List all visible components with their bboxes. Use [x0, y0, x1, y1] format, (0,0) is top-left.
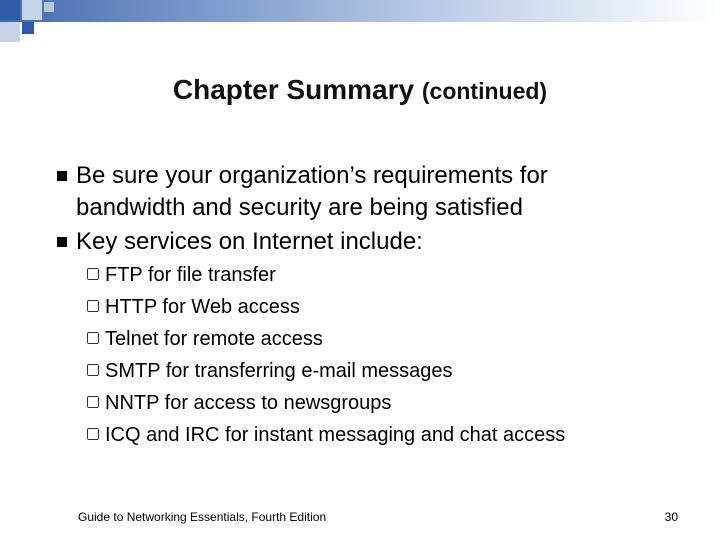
square-bullet-icon [57, 237, 67, 247]
page-number: 30 [664, 510, 678, 524]
square-bullet-icon [57, 171, 67, 181]
sub-bullet-item [87, 388, 391, 418]
hollow-square-bullet-icon [87, 300, 99, 312]
sub-bullet-text: Telnet for remote access [105, 328, 323, 350]
sub-bullet-text: ICQ and IRC for instant messaging and chat access [105, 424, 566, 446]
sub-bullet-item [87, 324, 323, 354]
hollow-square-bullet-icon [87, 364, 99, 376]
sub-bullet-item [87, 356, 453, 386]
sub-bullet-item [87, 292, 300, 322]
sub-bullet-item [87, 260, 276, 290]
title-suffix: (continued) [421, 78, 548, 104]
footer-book-title: Guide to Networking Essentials, Fourth Edition [78, 510, 327, 524]
sub-bullet-text: NNTP for access to newsgroups [105, 392, 392, 414]
hollow-square-bullet-icon [87, 332, 99, 344]
sub-bullet-text: SMTP for transferring e-mail messages [105, 360, 453, 382]
slide-title [0, 74, 720, 106]
bullet-line: Key services on Internet include: [76, 228, 423, 255]
bullet-line: bandwidth and security are being satisfied [76, 194, 523, 221]
hollow-square-bullet-icon [87, 268, 99, 280]
sub-bullet-text: FTP for file transfer [105, 264, 276, 286]
bullet-line: Be sure your organization’s requirements for [76, 162, 548, 189]
header-decoration [0, 0, 720, 50]
title-main: Chapter Summary [172, 74, 415, 105]
hollow-square-bullet-icon [87, 396, 99, 408]
hollow-square-bullet-icon [87, 428, 99, 440]
sub-bullet-text: HTTP for Web access [105, 296, 300, 318]
sub-bullet-item [87, 420, 565, 450]
bullet-text [76, 226, 423, 258]
bullet-text [76, 160, 548, 224]
